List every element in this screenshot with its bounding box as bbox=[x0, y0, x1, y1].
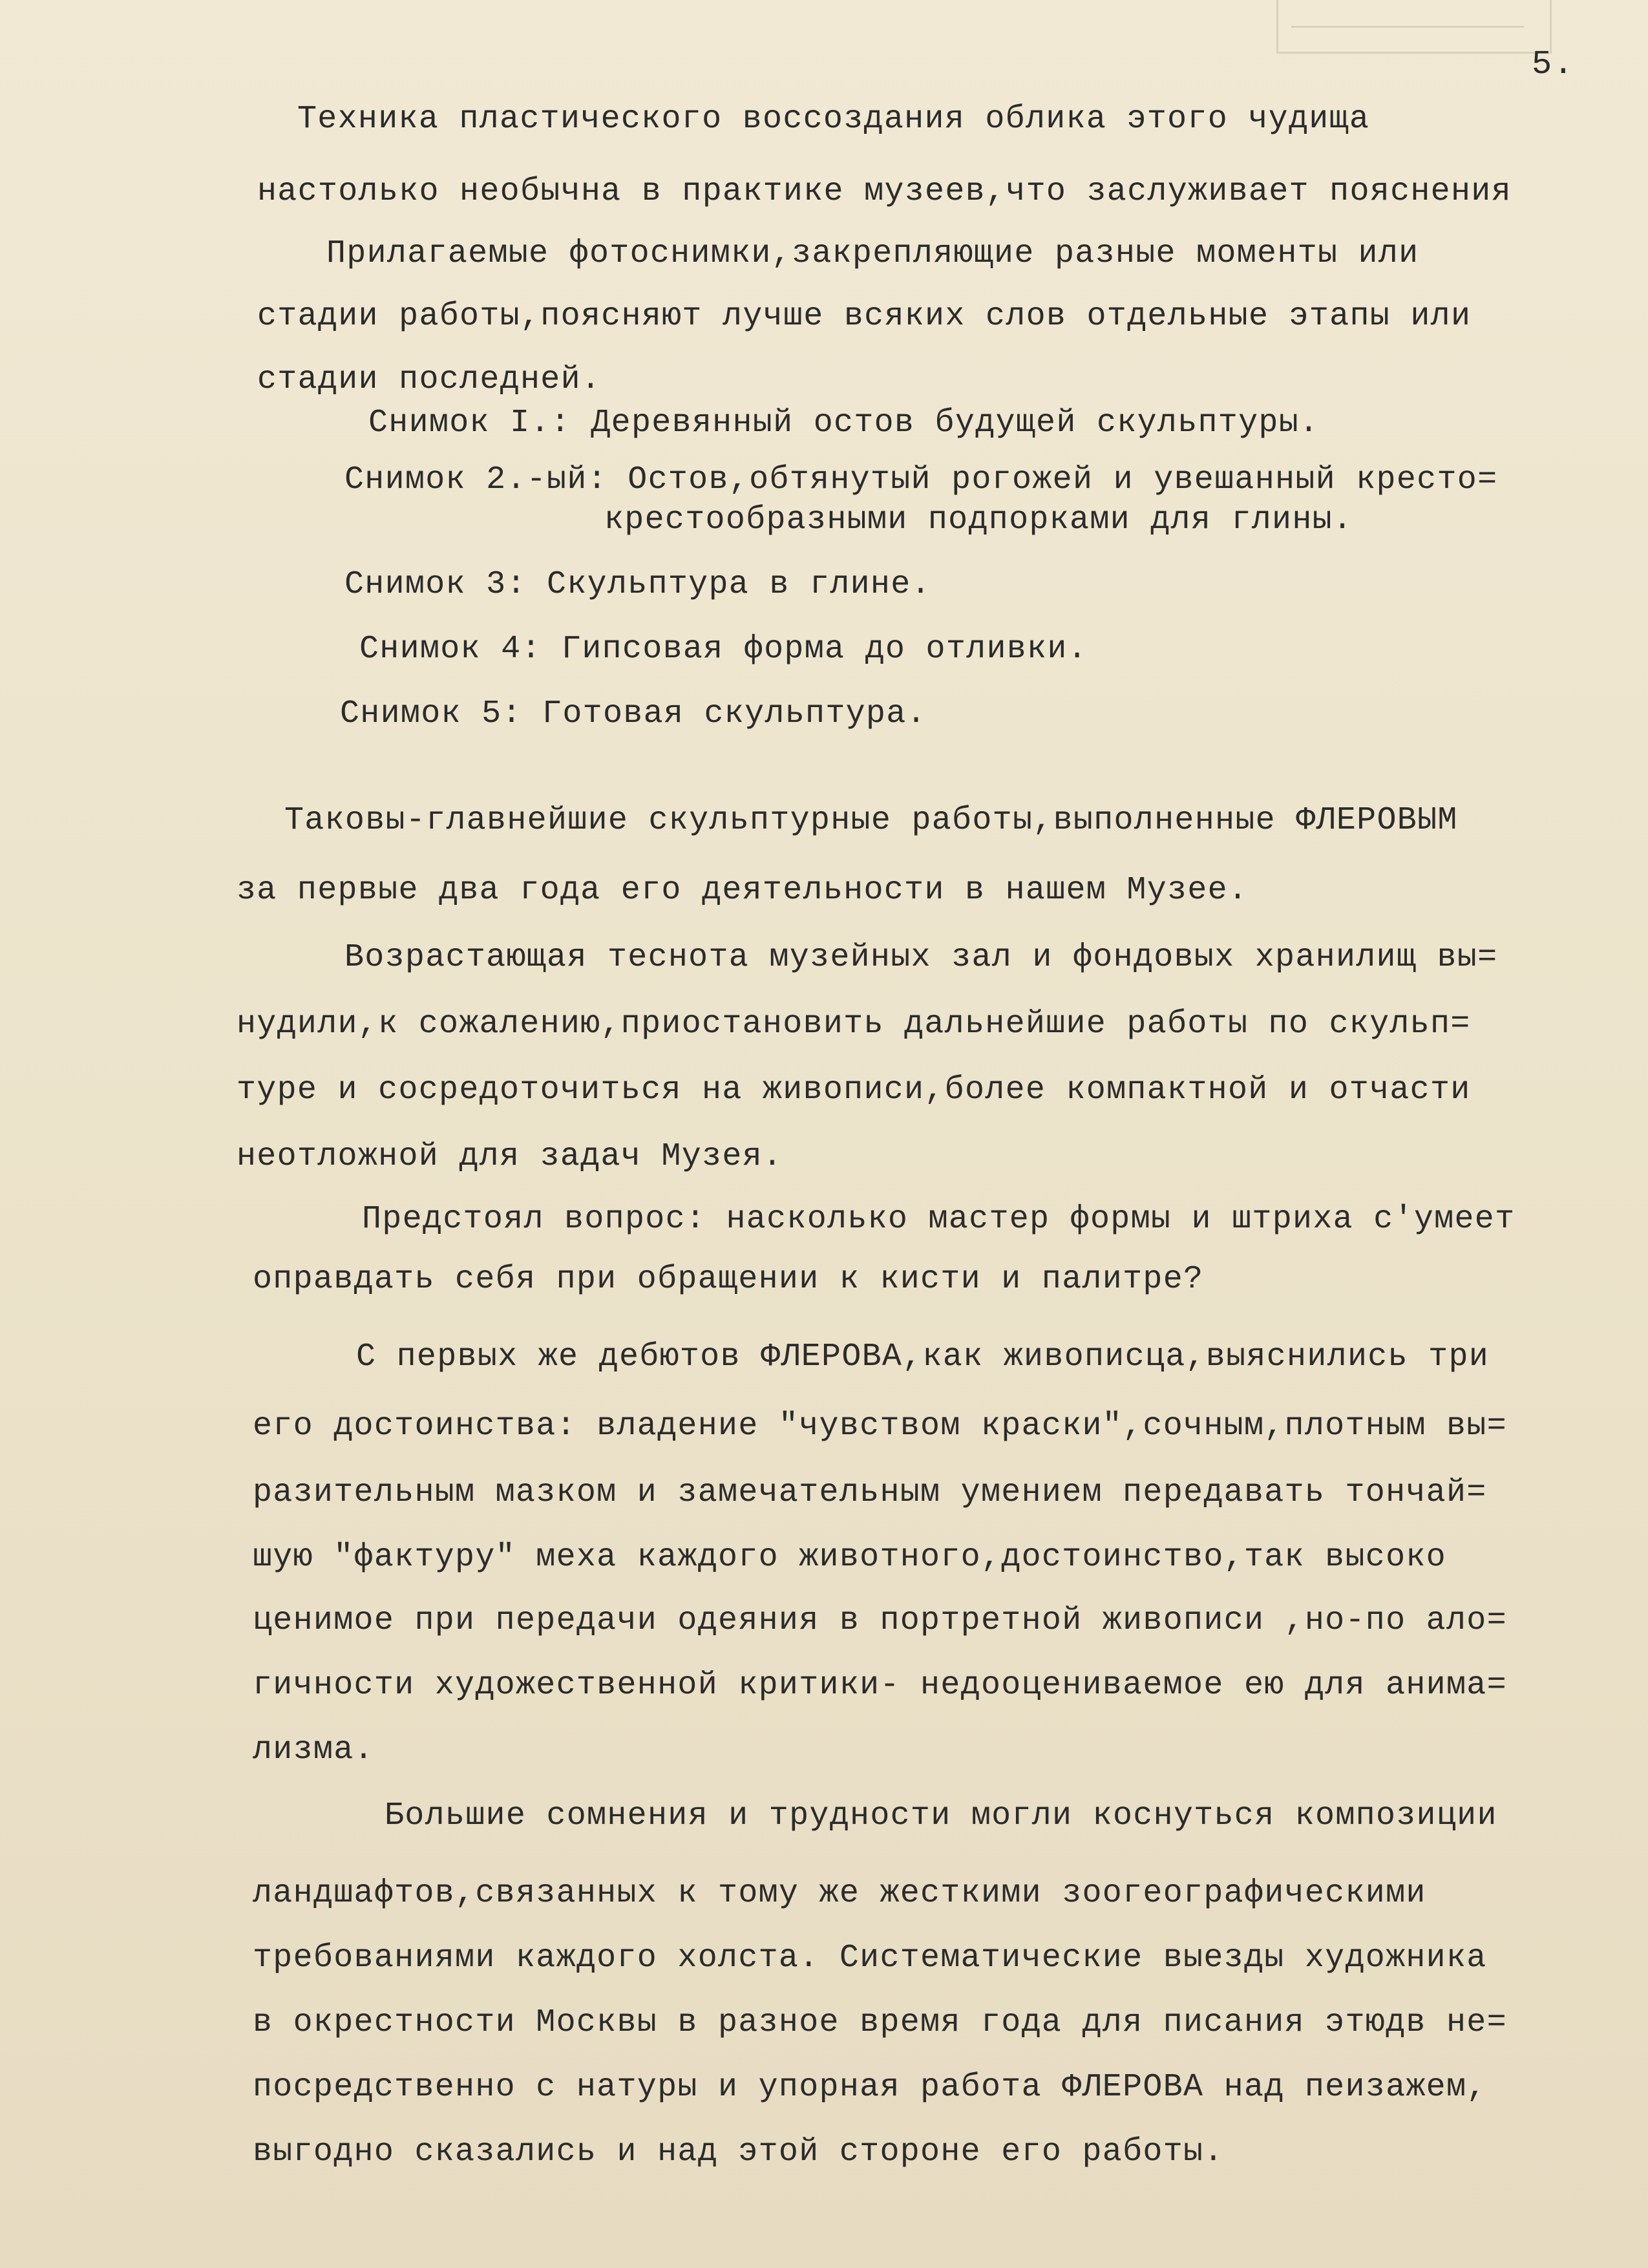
text-line: С первых же дебютов ФЛЕРОВА,как живописца,выяснились три bbox=[356, 1339, 1490, 1375]
text-line: посредственно с натуры и упорная работа ФЛЕРОВА над пеизажем, bbox=[253, 2069, 1487, 2106]
text-line: неотложной для задач Музея. bbox=[237, 1138, 783, 1175]
text-line: туре и сосредоточиться на живописи,более компактной и отчасти bbox=[237, 1072, 1471, 1108]
text-line: шую "фактуру" меха каждого животного,достоинство,так высоко bbox=[253, 1539, 1446, 1576]
text-line: стадии работы,поясняют лучше всяких слов отдельные этапы или bbox=[257, 298, 1472, 335]
text-line: нудили,к сожалению,приостановить дальнейшие работы по скульп= bbox=[237, 1006, 1471, 1043]
text-line: Снимок 3: Скульптура в глине. bbox=[344, 566, 931, 603]
text-line: Техника пластического воссоздания облика этого чудища bbox=[297, 101, 1370, 138]
text-line: Снимок I.: Деревянный остов будущей скульптуры. bbox=[368, 405, 1320, 441]
text-line: стадии последней. bbox=[257, 361, 602, 398]
text-line: Таковы-главнейшие скульптурные работы,выполненные ФЛЕРОВЫМ bbox=[284, 802, 1458, 839]
text-line: Большие сомнения и трудности могли коснуться композиции bbox=[385, 1797, 1497, 1834]
text-line: разительным мазком и замечательным умением передавать тончай= bbox=[253, 1474, 1487, 1511]
text-line: ценимое при передачи одеяния в портретной живописи ,но-по ало= bbox=[253, 1602, 1507, 1639]
text-line: Снимок 5: Готовая скульптура. bbox=[340, 695, 927, 732]
text-line: настолько необычна в практике музеев,что заслуживает пояснения bbox=[257, 173, 1512, 210]
page-number: 5. bbox=[1532, 45, 1575, 83]
text-line: оправдать себя при обращении к кисти и палитре? bbox=[253, 1261, 1204, 1298]
text-line: Снимок 2.-ый: Остов,обтянутый рогожей и увешанный кресто= bbox=[344, 461, 1498, 498]
text-line: Возрастающая теснота музейных зал и фондовых хранилищ вы= bbox=[344, 939, 1498, 976]
text-line: гичности художественной критики- недооцениваемое ею для анима= bbox=[253, 1667, 1507, 1704]
text-line: лизма. bbox=[253, 1732, 374, 1768]
text-line: требованиями каждого холста. Систематические выезды художника bbox=[253, 1940, 1487, 1977]
text-line: его достоинства: владение "чувством краски",сочным,плотным вы= bbox=[253, 1408, 1507, 1445]
text-line: выгодно сказались и над этой стороне его работы. bbox=[253, 2134, 1224, 2170]
text-line: в окрестности Москвы в разное время года для писания этюдв не= bbox=[253, 2004, 1507, 2041]
text-line: Предстоял вопрос: насколько мастер формы и штриха с'умеет bbox=[362, 1201, 1516, 1238]
archive-stamp bbox=[1276, 0, 1552, 54]
text-line: крестообразными подпорками для глины. bbox=[604, 502, 1353, 538]
text-line: Прилагаемые фотоснимки,закрепляющие разные моменты или bbox=[326, 235, 1419, 272]
text-line: ландшафтов,связанных к тому же жесткими зоогеографическими bbox=[253, 1875, 1426, 1912]
text-line: за первые два года его деятельности в нашем Музее. bbox=[237, 872, 1249, 909]
text-line: Снимок 4: Гипсовая форма до отливки. bbox=[359, 631, 1088, 668]
